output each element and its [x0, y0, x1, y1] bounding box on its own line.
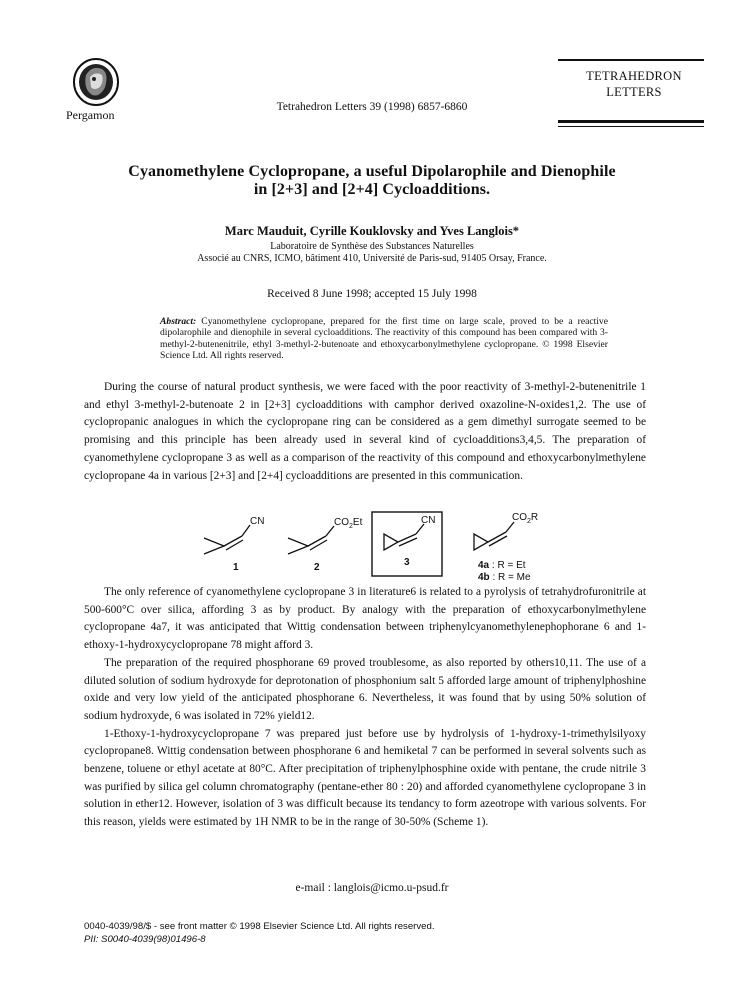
header-rule-bottom-thin [558, 126, 704, 127]
compound-2-label: 2 [314, 562, 320, 573]
received-dates: Received 8 June 1998; accepted 15 July 1998 [267, 288, 477, 300]
compound-3-label: 3 [404, 557, 410, 568]
compound-1-label: 1 [233, 562, 239, 573]
body-paragraph-2: The only reference of cyanomethylene cyclopropane 3 in literature6 is related to a pyrolysis of tetrahydrofuronitrile at 500-600°C over silica, affording 3 as by product. By analogy with the preparation of ethoxycarbonylmethylene cyclopropane 4a7, it was anticipated that Wittig condensation between triphenylcyanomethylenephophorane 6 and 1-ethoxy-1-hydroxycyclopropane 78 might afford 3. [84, 586, 646, 652]
article-title [60, 163, 684, 199]
body-paragraph-4: 1-Ethoxy-1-hydroxycyclopropane 7 was prepared just before use by hydrolysis of 1-hydroxy-1-trimethylsilyoxy cyclopropane8. Wittig condensation between phosphorane 6 and hemiketal 7 can be performed in several solvents such as benzene, toluene or ethyl acetate at 80°C. After precipitation of triphenylphosphine oxide with pentane, the crude nitrile 3 was purified by silica gel column chromatography (pentane-ether 80 : 20) and afforded cyanomethylene cyclopropane 3 in solution in ether12. However, isolation of 3 was difficult because its tendancy to form azeotrope with various solvents. For this reason, yields were estimated by 1H NMR to be in the range of 30-50% (Scheme 1). [84, 727, 646, 829]
journal-title [564, 68, 704, 100]
compound-4-structure [474, 522, 514, 550]
compound-4b-label: 4b : R = Me [478, 572, 531, 583]
journal-title-line1: TETRAHEDRON [586, 69, 682, 83]
footer [84, 920, 435, 946]
journal-citation: Tetrahedron Letters 39 (1998) 6857-6860 [276, 101, 468, 113]
compound-2-structure [288, 526, 334, 554]
abstract-text: Cyanomethylene cyclopropane, prepared for the first time on large scale, proved to be a reactive dipolarophile and dienophile in several cycloadditions. The reactivity of this compound has been compared with 3-methyl-2-butenenitrile, ethyl 3-methyl-2-butenoate and ethoxycarbonylmethylene cyclopropane. © 1998 Elsevier Science Ltd. All rights reserved. [160, 316, 608, 362]
publisher-logo [72, 57, 120, 107]
compound-3-cn: CN [421, 515, 436, 526]
paragraph-text: During the course of natural product synthesis, we were faced with the poor reactivity of 3-methyl-2-butenenitrile 1 and ethyl 3-methyl-2-butenoate 2 in [2+3] cycloadditions with camphor derived oxazoline-N-oxides1,2. The use of cyclopropanic analogues in which the cyclopropane ring can be considered as a gem dimethyl surrogate seemed to be promising and this principle has been already used in several kind of cycloadditions3,4,5. The preparation of cyanomethylene cyclopropane 3 as well as a comparison of the reactivity of this compound and ethoxycarbonylmethylene cyclopropane 4a in various [2+3] and [2+4] cycloadditions are presented in this communication. [84, 381, 646, 482]
footer-pii: PII: S0040-4039(98)01496-8 [84, 934, 206, 945]
compound-1-cn: CN [250, 516, 265, 527]
title-line1: Cyanomethylene Cyclopropane, a useful Dipolarophile and Dienophile [128, 163, 616, 180]
affiliation-line1: Laboratoire de Synthèse des Substances Naturelles [270, 241, 474, 252]
body-paragraph-3: The preparation of the required phosphorane 69 proved troublesome, as also reported by others10,11. The use of a diluted solution of sodium hydroxyde for deprotonation of phosphonium salt 5 afforded large amount of triphenylphoshine oxide and very low yield of the anticipated phosphorane 6. Nevertheless, it was found that by using 50% solution of sodium hydroxyde, 6 was isolated in 72% yield12. [84, 656, 646, 722]
corresponding-email: e-mail : langlois@icmo.u-psud.fr [295, 882, 449, 894]
author-list: Marc Mauduit, Cyrille Kouklovsky and Yves Langlois* [224, 224, 520, 238]
compound-2-ester: $CO_2Et$ [334, 517, 363, 530]
header-rule-top [558, 59, 704, 61]
body-paragraphs [84, 584, 646, 832]
compound-3-structure [384, 524, 424, 550]
publisher-name: Pergamon [66, 108, 115, 122]
compound-4-ester: $CO_2R$ [512, 512, 539, 525]
footer-copyright: 0040-4039/98/$ - see front matter © 1998 Elsevier Science Ltd. All rights reserved. [84, 921, 435, 932]
header-rule-bottom [558, 120, 704, 123]
abstract [160, 316, 608, 362]
journal-title-line2: LETTERS [606, 85, 662, 99]
abstract-label: Abstract: [160, 316, 197, 327]
compound-4a-label: 4a : R = Et [478, 560, 526, 571]
body-paragraph-1 [84, 379, 646, 485]
affiliation-line2: Associé au CNRS, ICMO, bâtiment 410, Université de Paris-sud, 91405 Orsay, France. [197, 253, 547, 264]
compound-1-structure [204, 525, 250, 554]
title-line2: in [2+3] and [2+4] Cycloadditions. [253, 181, 491, 198]
